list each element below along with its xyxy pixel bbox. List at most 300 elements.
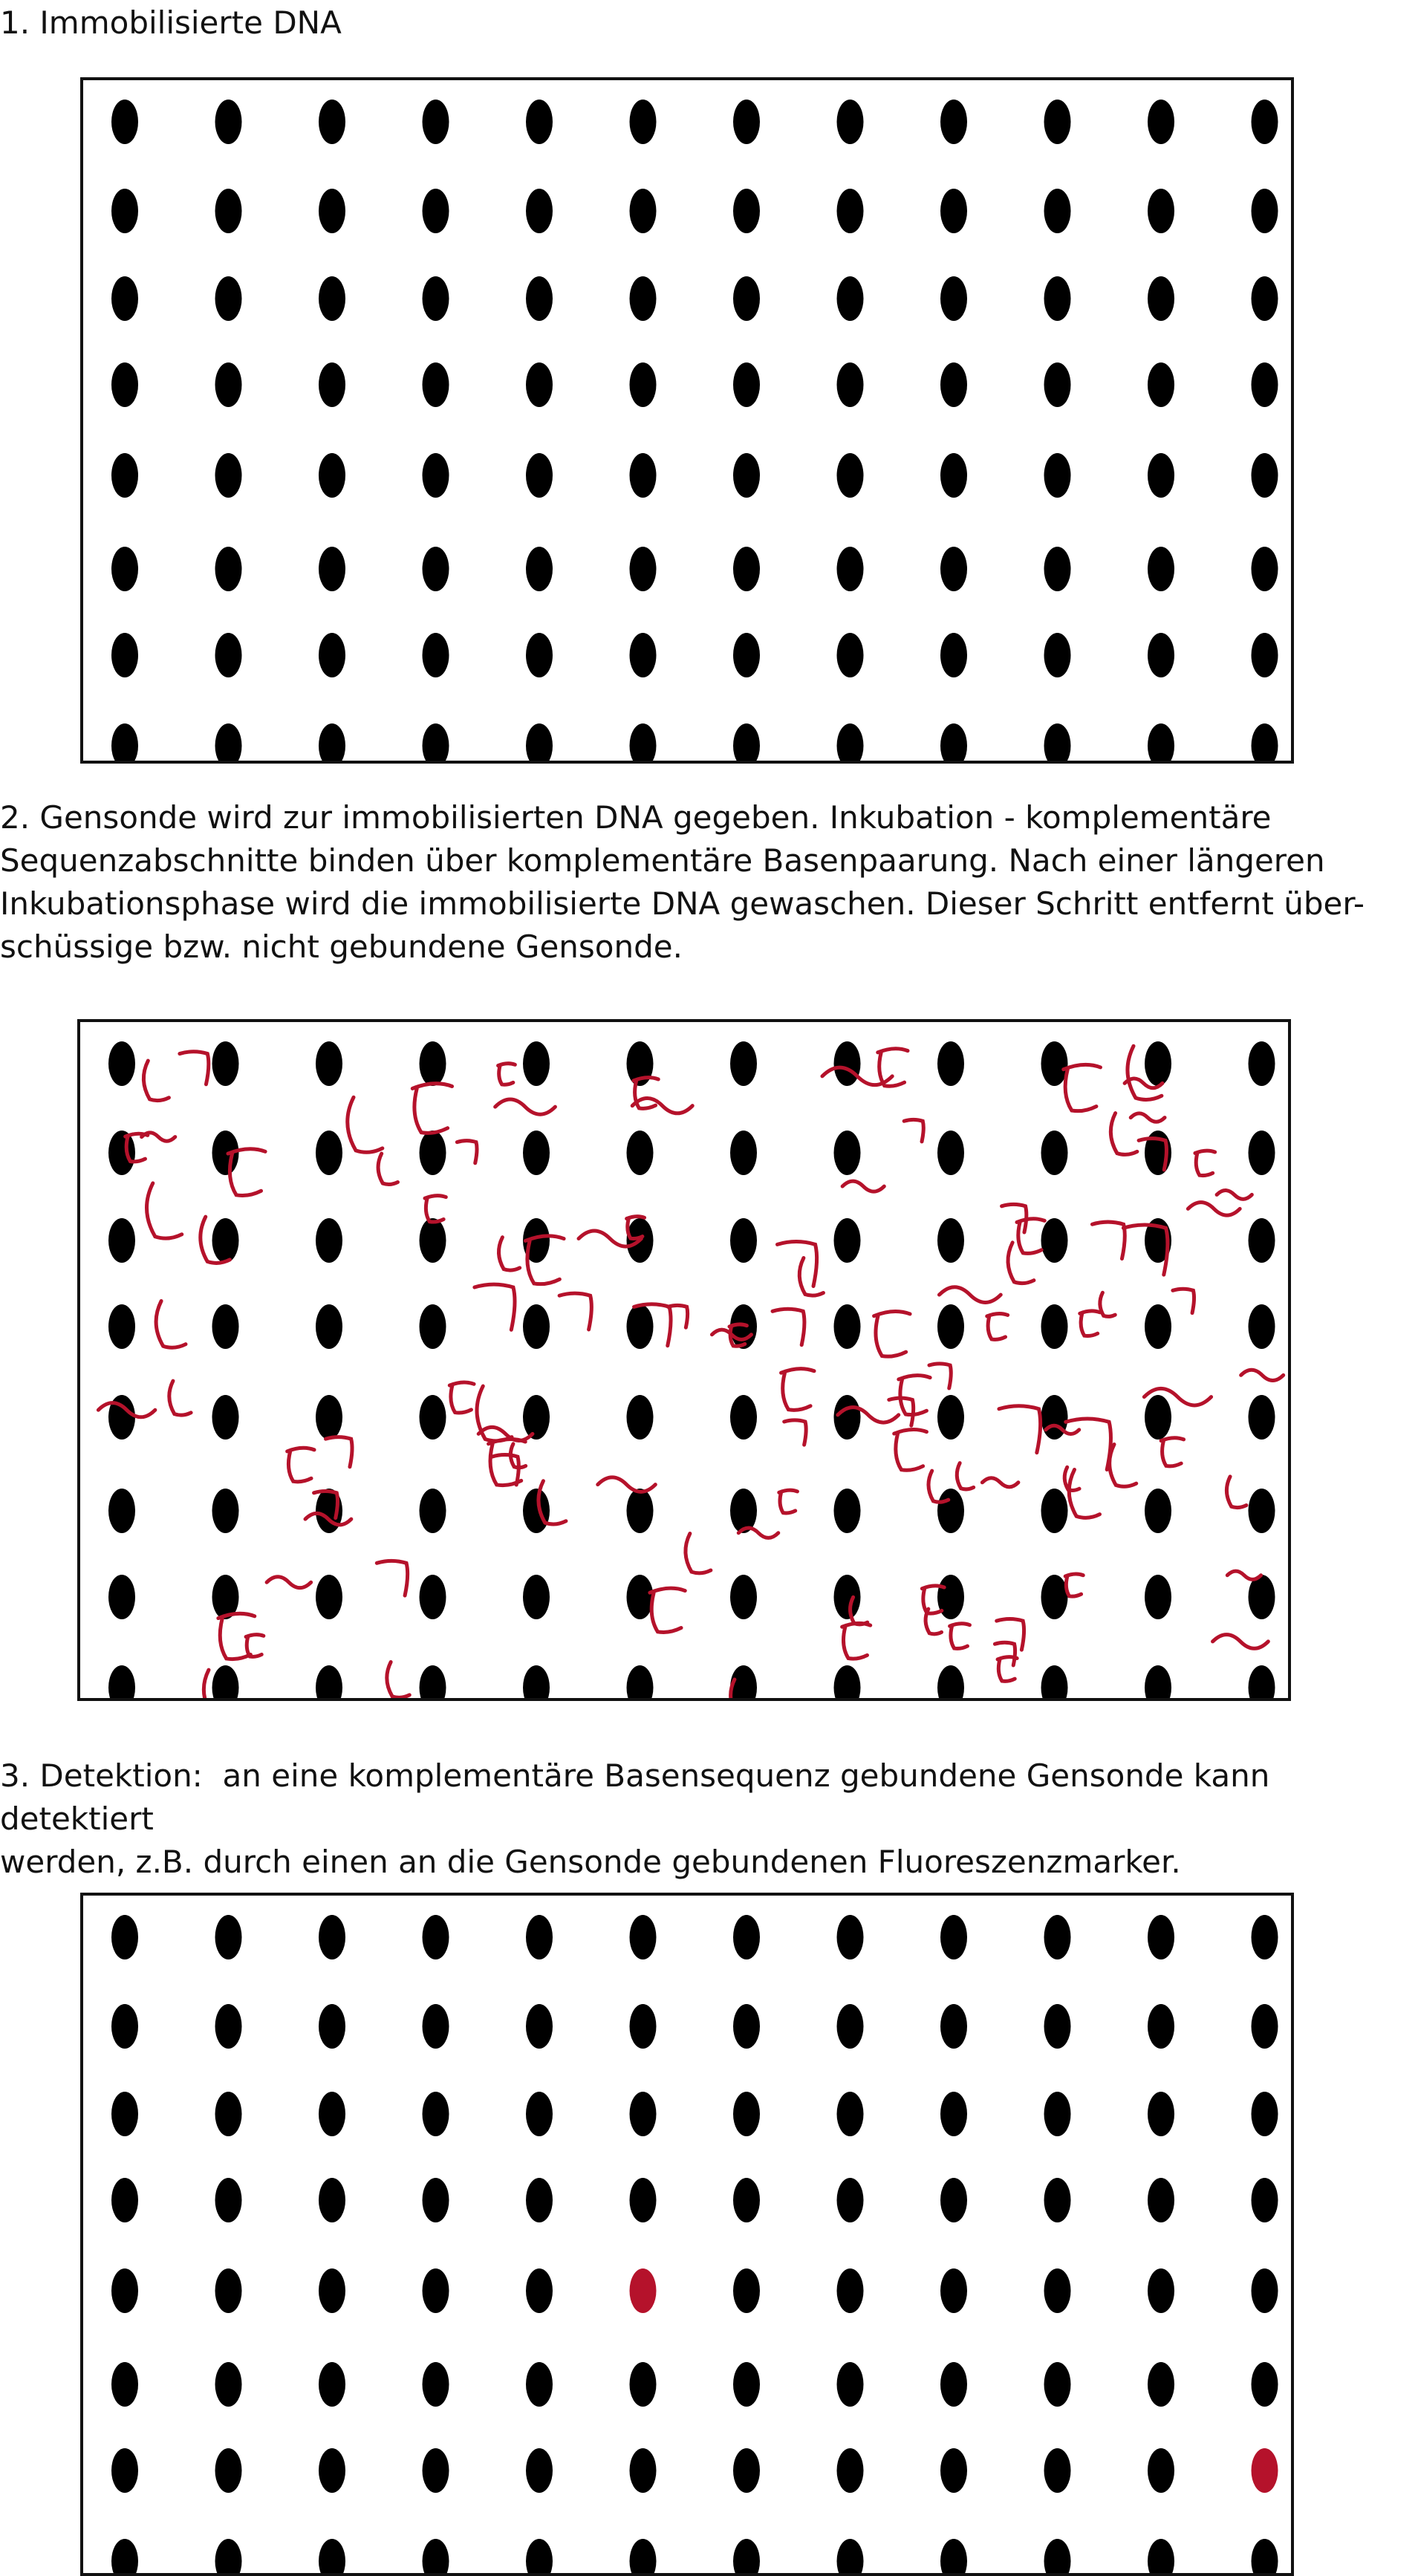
- probe-strand: [1161, 1438, 1183, 1466]
- dna-spot: [1145, 1575, 1171, 1619]
- dna-spot: [215, 2004, 242, 2049]
- probe-strand: [1069, 1469, 1099, 1518]
- dna-spot: [1041, 1665, 1068, 1698]
- dna-spot: [316, 1665, 342, 1698]
- dna-spot: [733, 1915, 760, 1959]
- dna-spot: [526, 362, 553, 407]
- dna-spot: [526, 1915, 553, 1959]
- dna-spot: [423, 1915, 449, 1959]
- dna-spot: [1252, 723, 1278, 761]
- dna-spot: [837, 189, 864, 233]
- dna-spot: [523, 1489, 550, 1533]
- dna-spot: [1044, 189, 1071, 233]
- dna-spot: [526, 189, 553, 233]
- dna-spot: [316, 1304, 342, 1349]
- dna-spot: [1249, 1218, 1275, 1263]
- dna-spot: [837, 547, 864, 591]
- probe-strand: [1110, 1444, 1136, 1486]
- dna-spot: [1145, 1665, 1171, 1698]
- probe-strand: [987, 1313, 1008, 1339]
- dna-spot: [319, 189, 345, 233]
- dna-spot: [730, 1575, 757, 1619]
- dna-spot: [733, 453, 760, 498]
- probe-strand: [378, 1154, 397, 1184]
- dna-spot-grid: [83, 80, 1291, 761]
- dna-spot: [526, 2539, 553, 2573]
- dna-spot: [111, 723, 138, 761]
- detected-dna-spot: [630, 2268, 657, 2313]
- dna-spot: [1041, 1218, 1068, 1263]
- probe-strand: [650, 1588, 685, 1632]
- dna-spot: [423, 100, 449, 144]
- dna-spot: [423, 189, 449, 233]
- dna-spot: [108, 1131, 135, 1175]
- dna-spot: [1044, 723, 1071, 761]
- dna-spot: [1041, 1575, 1068, 1619]
- dna-spot: [1249, 1665, 1275, 1698]
- dna-spot: [940, 2092, 967, 2136]
- dna-spot: [111, 2004, 138, 2049]
- dna-spot: [420, 1131, 446, 1175]
- probe-strand: [457, 1141, 477, 1163]
- probe-strand: [842, 1181, 884, 1191]
- dna-spot: [1044, 2448, 1071, 2493]
- dna-spot: [1252, 547, 1278, 591]
- dna-spot: [733, 100, 760, 144]
- probe-strand: [632, 1099, 692, 1113]
- probe-strand: [449, 1382, 474, 1413]
- dna-spot: [1252, 453, 1278, 498]
- dna-spot: [837, 2448, 864, 2493]
- dna-spot: [937, 1041, 964, 1086]
- dna-spot: [420, 1489, 446, 1533]
- dna-spot: [1249, 1041, 1275, 1086]
- dna-spot: [423, 276, 449, 321]
- probe-strand: [1080, 1311, 1100, 1336]
- dna-spot: [730, 1489, 757, 1533]
- dna-spot: [1044, 362, 1071, 407]
- dna-spot: [319, 276, 345, 321]
- dna-spot: [1148, 2178, 1174, 2222]
- dna-spot: [1145, 1304, 1171, 1349]
- dna-spot: [940, 633, 967, 677]
- dna-spot: [319, 2092, 345, 2136]
- dna-spot: [420, 1395, 446, 1440]
- dna-spot: [1148, 633, 1174, 677]
- dna-spot: [215, 547, 242, 591]
- dna-spot: [1148, 189, 1174, 233]
- dna-spot: [733, 2448, 760, 2493]
- dna-spot: [1148, 2362, 1174, 2407]
- dna-spot: [1252, 2092, 1278, 2136]
- dna-spot: [319, 362, 345, 407]
- probe-strand: [246, 1635, 264, 1657]
- dna-spot: [111, 100, 138, 144]
- dna-spot: [1252, 189, 1278, 233]
- dna-spot: [316, 1575, 342, 1619]
- probe-strand: [1066, 1419, 1111, 1470]
- dna-spot: [940, 276, 967, 321]
- probe-strand: [999, 1406, 1041, 1453]
- probe-strand: [1188, 1203, 1240, 1215]
- probe-strand: [904, 1119, 923, 1142]
- dna-spot: [940, 723, 967, 761]
- dna-spot: [940, 2362, 967, 2407]
- dna-spot: [940, 362, 967, 407]
- dna-spot: [319, 2268, 345, 2313]
- probe-strand: [950, 1624, 970, 1649]
- probe-strand: [1017, 1219, 1044, 1254]
- dna-spot: [1044, 2092, 1071, 2136]
- probe-strand: [180, 1052, 209, 1084]
- dna-spot: [215, 2448, 242, 2493]
- dna-spot: [108, 1489, 135, 1533]
- dna-spot: [523, 1041, 550, 1086]
- dna-spot: [423, 2539, 449, 2573]
- dna-spot: [630, 2448, 657, 2493]
- dna-spot: [423, 2448, 449, 2493]
- dna-spot: [940, 453, 967, 498]
- dna-spot: [523, 1304, 550, 1349]
- probe-strand: [799, 1258, 823, 1296]
- probe-strand: [412, 1084, 452, 1133]
- probe-strand: [325, 1437, 352, 1467]
- dna-spot: [215, 2268, 242, 2313]
- dna-spot: [940, 2539, 967, 2573]
- dna-spot: [834, 1665, 861, 1698]
- dna-spot: [733, 2362, 760, 2407]
- probe-strand: [147, 1183, 182, 1238]
- probe-strand: [686, 1533, 711, 1572]
- probe-strand: [498, 1237, 519, 1270]
- dna-spot: [1044, 100, 1071, 144]
- probe-strand: [939, 1287, 1001, 1303]
- panel-immobilized-dna: [80, 77, 1294, 764]
- dna-spot: [940, 2004, 967, 2049]
- dna-spot: [111, 1915, 138, 1959]
- dna-spot: [111, 362, 138, 407]
- probe-strand: [1065, 1574, 1083, 1596]
- dna-spot: [630, 723, 657, 761]
- dna-spot: [627, 1489, 654, 1533]
- dna-spot: [837, 723, 864, 761]
- dna-spot: [526, 100, 553, 144]
- dna-spot: [526, 633, 553, 677]
- dna-spot: [215, 189, 242, 233]
- dna-spot: [1148, 276, 1174, 321]
- dna-spot: [1249, 1304, 1275, 1349]
- dna-spot: [630, 2362, 657, 2407]
- dna-spot: [212, 1665, 239, 1698]
- probe-strand: [598, 1477, 656, 1492]
- dna-spot: [837, 633, 864, 677]
- dna-spot: [1145, 1041, 1171, 1086]
- dna-spot: [834, 1218, 861, 1263]
- probe-strand: [894, 1429, 927, 1470]
- dna-spot: [1044, 547, 1071, 591]
- dna-spot: [108, 1218, 135, 1263]
- dna-spot: [526, 547, 553, 591]
- dna-spot: [423, 2092, 449, 2136]
- dna-spot: [420, 1304, 446, 1349]
- dna-spot: [111, 547, 138, 591]
- dna-spot: [1249, 1131, 1275, 1175]
- probe-strand: [1195, 1151, 1215, 1175]
- dna-spot: [940, 1915, 967, 1959]
- dna-spot: [1148, 2448, 1174, 2493]
- dna-spot: [423, 2268, 449, 2313]
- dna-spot: [1148, 453, 1174, 498]
- dna-spot: [937, 1489, 964, 1533]
- dna-spot: [319, 453, 345, 498]
- dna-spot: [834, 1489, 861, 1533]
- dna-spot: [940, 100, 967, 144]
- probe-strand: [143, 1061, 169, 1101]
- dna-spot: [733, 2092, 760, 2136]
- dna-spot: [111, 633, 138, 677]
- dna-spot: [1252, 633, 1278, 677]
- dna-spot: [630, 453, 657, 498]
- dna-spot: [630, 100, 657, 144]
- dna-spot: [940, 2268, 967, 2313]
- probe-strand: [156, 1301, 186, 1348]
- dna-spot: [733, 723, 760, 761]
- dna-spot: [1041, 1041, 1068, 1086]
- dna-spot: [837, 1915, 864, 1959]
- dna-spot: [215, 2092, 242, 2136]
- dna-spot: [111, 453, 138, 498]
- dna-spot: [108, 1665, 135, 1698]
- dna-spot: [730, 1131, 757, 1175]
- dna-spot: [630, 2539, 657, 2573]
- dna-spot: [526, 453, 553, 498]
- panel-probe-incubation: [77, 1019, 1291, 1701]
- dna-spot: [1252, 362, 1278, 407]
- dna-spot: [1252, 2178, 1278, 2222]
- dna-spot: [526, 2178, 553, 2222]
- dna-spot: [319, 547, 345, 591]
- probe-strand: [425, 1196, 446, 1222]
- probe-strand: [982, 1478, 1018, 1487]
- dna-spot: [526, 2004, 553, 2049]
- dna-spot: [319, 2448, 345, 2493]
- dna-spot: [215, 453, 242, 498]
- probe-strand: [475, 1284, 515, 1330]
- probe-strand: [957, 1463, 973, 1489]
- dna-spot: [1252, 2004, 1278, 2049]
- dna-spot: [630, 2004, 657, 2049]
- dna-spot: [733, 276, 760, 321]
- dna-spot: [733, 2268, 760, 2313]
- dna-spot: [937, 1665, 964, 1698]
- dna-spot: [526, 276, 553, 321]
- dna-spot: [937, 1218, 964, 1263]
- probe-strand: [929, 1364, 951, 1388]
- dna-spot: [523, 1131, 550, 1175]
- dna-spot: [1044, 2362, 1071, 2407]
- dna-spot: [526, 2448, 553, 2493]
- dna-spot: [212, 1395, 239, 1440]
- dna-spot: [523, 1575, 550, 1619]
- dna-spot: [111, 189, 138, 233]
- dna-spot: [627, 1131, 654, 1175]
- dna-spot: [1044, 633, 1071, 677]
- dna-spot-grid-detected: [83, 1896, 1291, 2573]
- dna-spot: [627, 1665, 654, 1698]
- dna-spot: [215, 100, 242, 144]
- dna-spot: [837, 2539, 864, 2573]
- dna-spot: [423, 2362, 449, 2407]
- dna-spot: [627, 1575, 654, 1619]
- dna-spot: [1044, 2268, 1071, 2313]
- dna-spot: [111, 2268, 138, 2313]
- probe-strand: [1173, 1289, 1194, 1313]
- dna-spot: [630, 633, 657, 677]
- dna-spot: [834, 1041, 861, 1086]
- dna-spot: [834, 1304, 861, 1349]
- probe-strand: [1213, 1635, 1269, 1649]
- probe-strand: [287, 1448, 314, 1482]
- dna-spot: [837, 2268, 864, 2313]
- probe-strand: [495, 1099, 556, 1114]
- dna-spot: [837, 100, 864, 144]
- dna-spot: [1148, 723, 1174, 761]
- dna-spot: [111, 2178, 138, 2222]
- dna-spot: [111, 2362, 138, 2407]
- probe-strand: [1110, 1113, 1137, 1155]
- dna-spot: [319, 2178, 345, 2222]
- dna-spot: [111, 276, 138, 321]
- dna-spot: [940, 2448, 967, 2493]
- dna-spot: [215, 1915, 242, 1959]
- probe-strand: [348, 1097, 383, 1152]
- dna-spot-grid-with-probes: [80, 1022, 1288, 1698]
- dna-spot: [1148, 362, 1174, 407]
- dna-spot: [940, 2178, 967, 2222]
- dna-spot: [423, 362, 449, 407]
- dna-spot: [940, 189, 967, 233]
- dna-spot: [523, 1395, 550, 1440]
- dna-spot: [316, 1041, 342, 1086]
- dna-spot: [215, 2539, 242, 2573]
- step-2-caption: 2. Gensonde wird zur immobilisierten DNA gegeben. Inkubation - komplementäre Sequenzabschnitte binden über komplementäre Basenpaarung. Nach einer längeren Inkubationsphase wird die immobilisierte DNA gewaschen. Dieser Schritt entfernt über- schüssige bzw. nicht gebundene Gensonde.: [0, 799, 1365, 965]
- dna-spot: [1252, 2268, 1278, 2313]
- dna-spot: [834, 1575, 861, 1619]
- dna-spot: [215, 633, 242, 677]
- dna-spot: [1148, 2539, 1174, 2573]
- dna-spot: [316, 1395, 342, 1440]
- probe-strand: [874, 1312, 910, 1357]
- dna-spot: [212, 1489, 239, 1533]
- dna-spot: [215, 2178, 242, 2222]
- dna-spot: [319, 100, 345, 144]
- dna-spot: [1044, 1915, 1071, 1959]
- dna-spot: [319, 2539, 345, 2573]
- dna-spot: [733, 2539, 760, 2573]
- probe-strand: [498, 1064, 516, 1085]
- dna-spot: [1041, 1489, 1068, 1533]
- dna-spot: [630, 189, 657, 233]
- dna-spot: [630, 362, 657, 407]
- dna-spot: [108, 1575, 135, 1619]
- dna-spot: [319, 2362, 345, 2407]
- dna-spot: [834, 1131, 861, 1175]
- dna-spot: [108, 1041, 135, 1086]
- dna-spot: [733, 2004, 760, 2049]
- dna-spot: [733, 547, 760, 591]
- dna-spot: [937, 1395, 964, 1440]
- dna-spot: [215, 276, 242, 321]
- dna-spot: [423, 723, 449, 761]
- dna-spot: [423, 633, 449, 677]
- dna-spot: [526, 2092, 553, 2136]
- dna-spot: [212, 1304, 239, 1349]
- dna-spot: [1252, 100, 1278, 144]
- dna-spot: [630, 2178, 657, 2222]
- dna-spot: [837, 453, 864, 498]
- dna-spot: [111, 2448, 138, 2493]
- dna-spot: [1252, 2362, 1278, 2407]
- dna-spot: [1041, 1304, 1068, 1349]
- dna-spot: [837, 2092, 864, 2136]
- dna-spot: [837, 362, 864, 407]
- dna-spot: [319, 723, 345, 761]
- dna-spot: [1252, 276, 1278, 321]
- probe-strand: [781, 1369, 815, 1411]
- detected-dna-spot: [1252, 2448, 1278, 2493]
- probe-strand: [1226, 1477, 1246, 1508]
- dna-spot: [111, 2092, 138, 2136]
- dna-spot: [319, 633, 345, 677]
- dna-spot: [212, 1041, 239, 1086]
- probe-strand: [777, 1242, 816, 1287]
- dna-spot: [1145, 1395, 1171, 1440]
- dna-spot: [1249, 1489, 1275, 1533]
- probe-strand: [842, 1623, 871, 1659]
- dna-spot: [1044, 276, 1071, 321]
- dna-spot: [108, 1304, 135, 1349]
- dna-spot: [1044, 2539, 1071, 2573]
- dna-spot: [1148, 2268, 1174, 2313]
- dna-spot: [940, 547, 967, 591]
- dna-spot: [1145, 1489, 1171, 1533]
- dna-spot: [730, 1395, 757, 1440]
- probe-strand: [387, 1662, 409, 1697]
- dna-spot: [1041, 1131, 1068, 1175]
- panel-detection: [80, 1893, 1294, 2576]
- dna-spot: [526, 2268, 553, 2313]
- dna-spot: [1148, 100, 1174, 144]
- dna-spot: [215, 2362, 242, 2407]
- dna-spot: [630, 1915, 657, 1959]
- dna-spot: [733, 189, 760, 233]
- probe-strand: [267, 1577, 311, 1588]
- probe-strand: [773, 1309, 804, 1344]
- dna-spot: [1249, 1395, 1275, 1440]
- dna-spot: [733, 633, 760, 677]
- dna-spot: [319, 2004, 345, 2049]
- dna-spot: [212, 1218, 239, 1263]
- probe-strand: [997, 1619, 1024, 1650]
- dna-spot: [1044, 2004, 1071, 2049]
- dna-spot: [316, 1218, 342, 1263]
- probe-strand: [1241, 1370, 1284, 1380]
- dna-spot: [420, 1575, 446, 1619]
- dna-spot: [526, 2362, 553, 2407]
- probe-strand: [142, 1133, 175, 1141]
- dna-spot: [627, 1304, 654, 1349]
- dna-spot: [630, 276, 657, 321]
